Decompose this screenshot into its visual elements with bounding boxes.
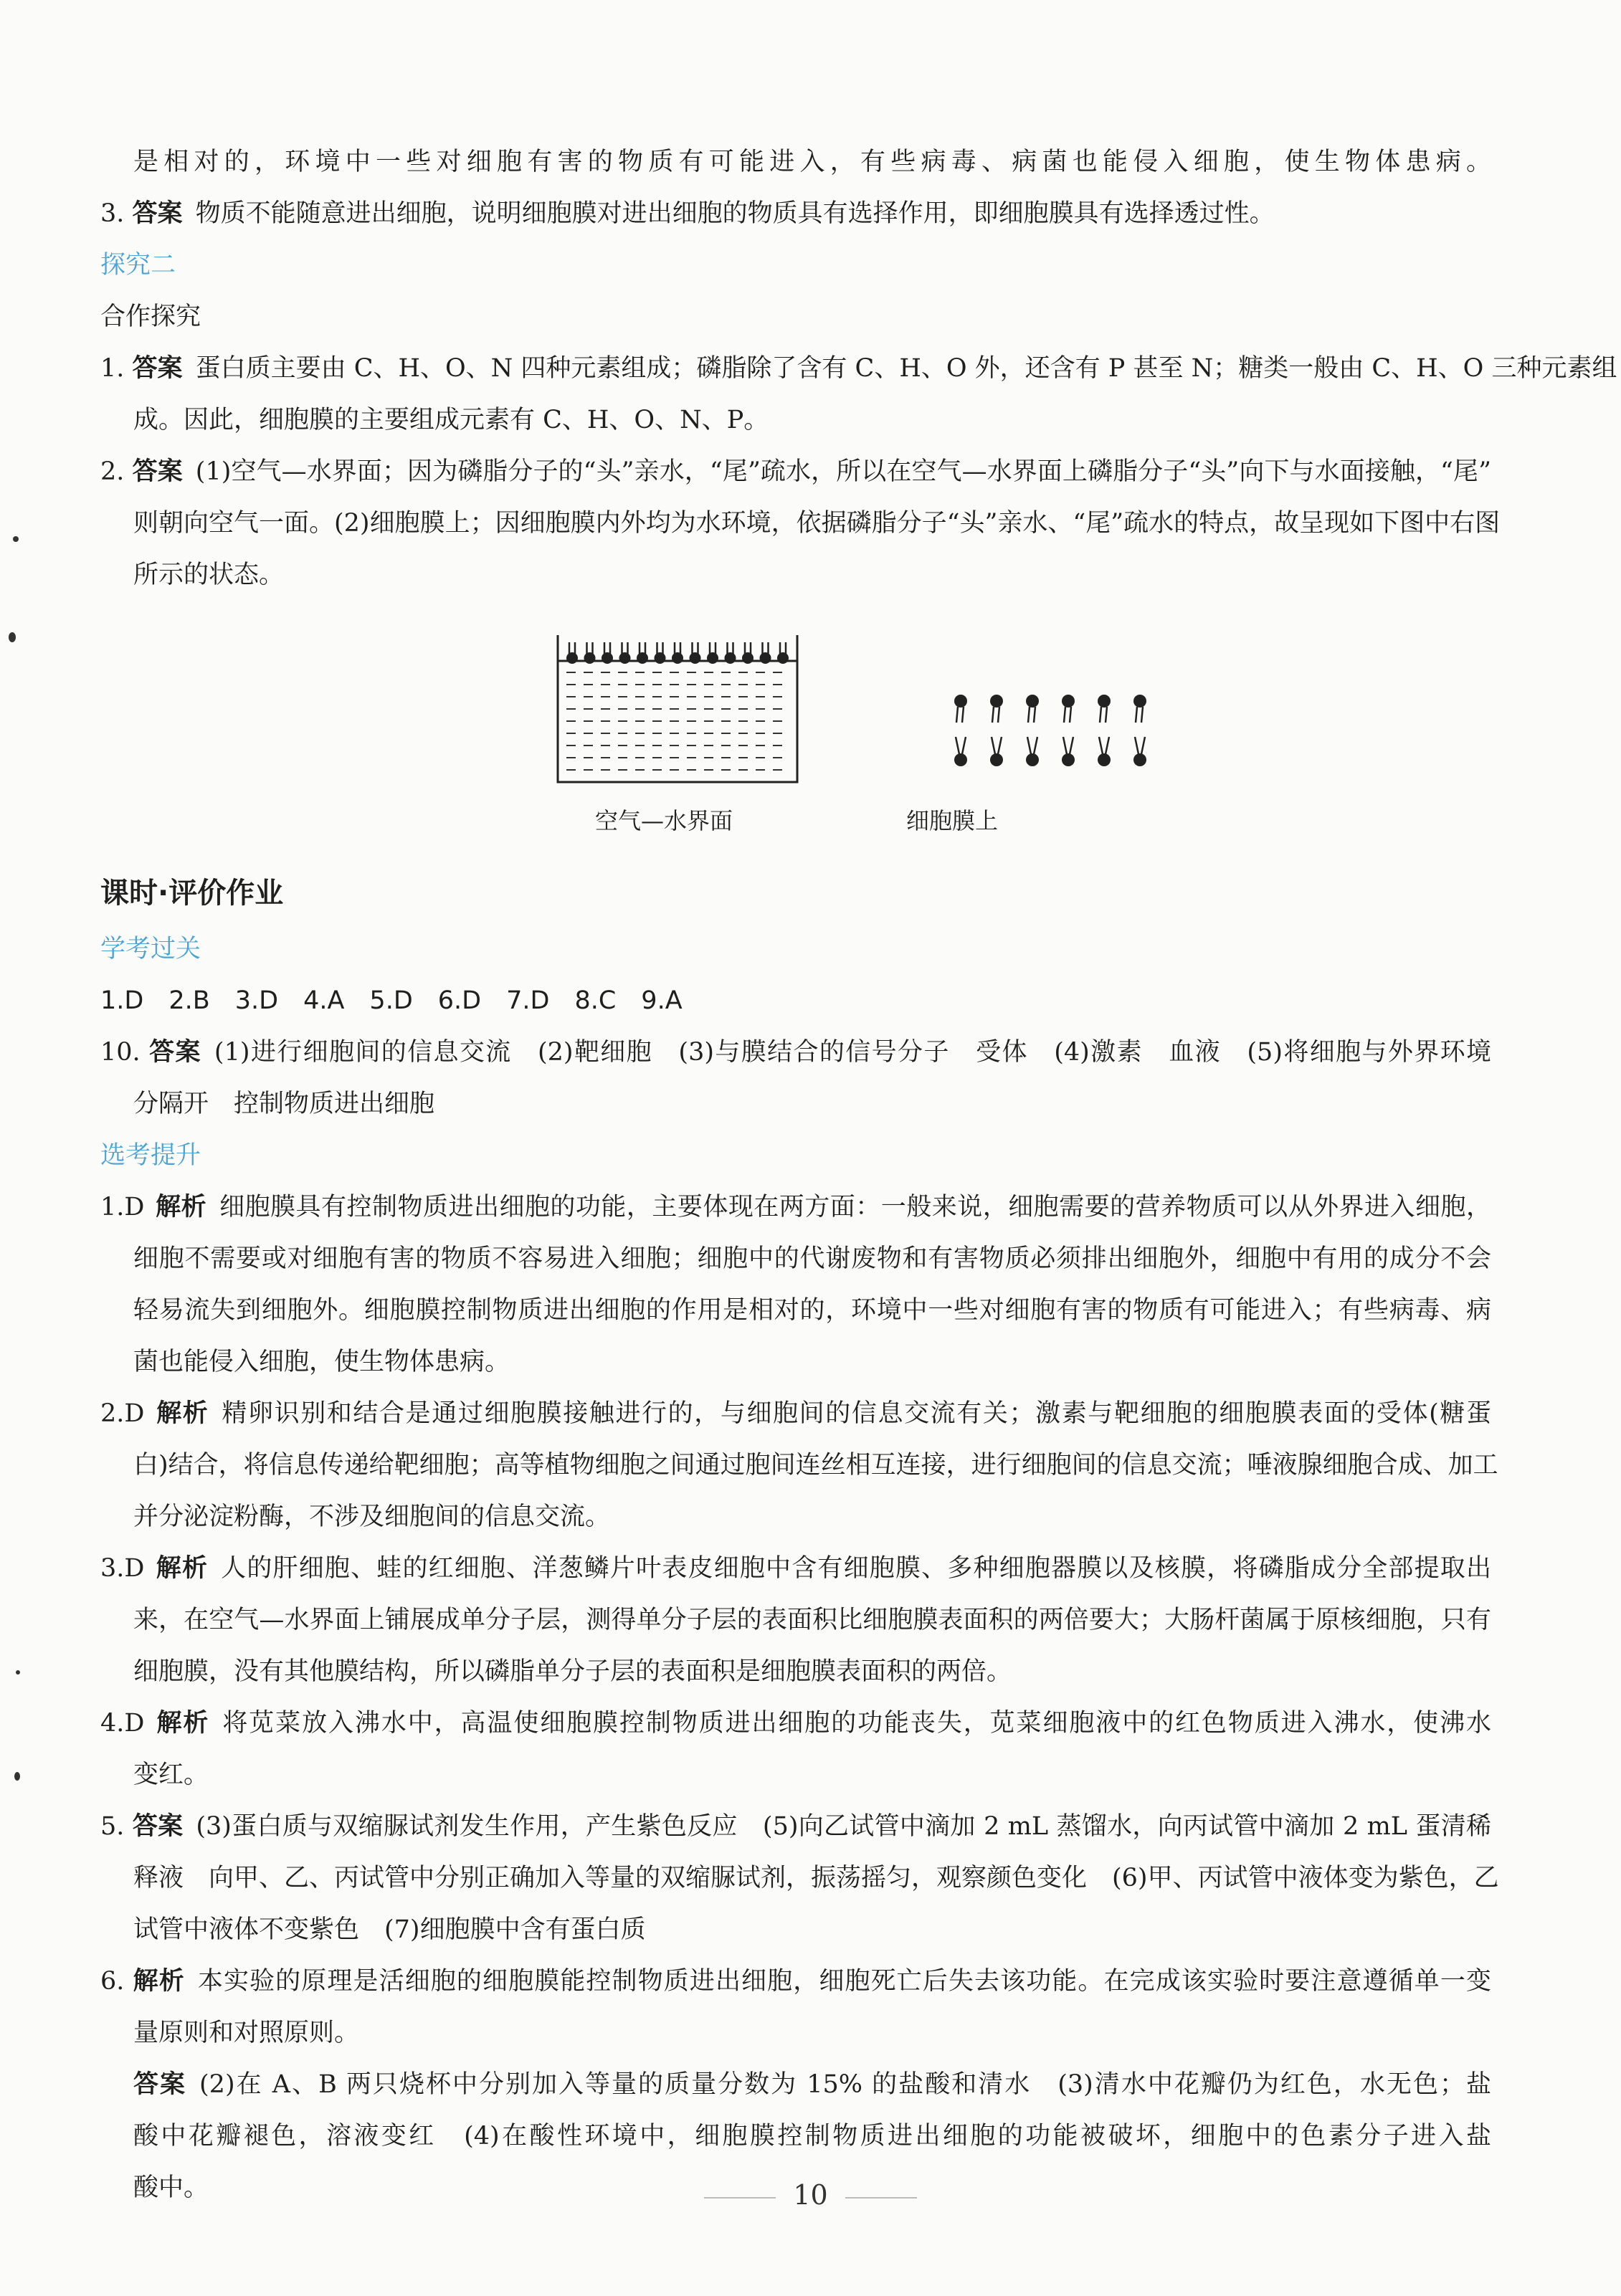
explanation-label: 解析 (156, 1709, 210, 1738)
text-line: 来，在空气—水界面上铺展成单分子层，测得单分子层的表面积比细胞膜表面积的两倍要大；大肠杆菌属于原核细胞，只有 (133, 1606, 1491, 1634)
question-number: 4.D (100, 1709, 145, 1738)
hydrophilic-head (1098, 753, 1111, 766)
hydrophilic-head (1062, 695, 1075, 708)
text-line: 变红。 (133, 1761, 209, 1789)
answer-list: 1.D 2.B 3.D 4.A 5.D 6.D 7.D 8.C 9.A (100, 986, 683, 1015)
question-number: 1.D (100, 1193, 145, 1221)
hydrophilic-head (990, 753, 1003, 766)
hydrophilic-head (602, 652, 613, 664)
tail (962, 707, 964, 723)
phospholipid-figure (100, 614, 1491, 850)
hydrophilic-head (707, 652, 718, 664)
scan-mark (16, 1670, 20, 1675)
footer-rule-left (704, 2197, 776, 2199)
question-number: 10. (100, 1038, 141, 1067)
phospholipid-molecule (742, 642, 754, 664)
footer-rule-right (845, 2197, 917, 2199)
answer-6 (100, 2059, 1491, 2110)
tail (1141, 707, 1143, 723)
phospholipid-molecule-outer (1062, 695, 1075, 723)
tail (1063, 737, 1067, 754)
tail (1028, 707, 1030, 723)
tail (1106, 707, 1107, 723)
text-line: 释液 向甲、乙、丙试管中分别正确加入等量的双缩脲试剂，振荡摇匀，观察颜色变化 (6)甲、丙试管中液体变为紫色，乙 (133, 1864, 1499, 1892)
answer-1 (100, 343, 1617, 394)
explanation-label: 解析 (133, 1967, 185, 1996)
answer-2 (100, 446, 1491, 497)
tail (992, 707, 994, 723)
tail (1034, 737, 1037, 754)
question-number: 2.D (100, 1399, 145, 1428)
phospholipid-molecule (777, 642, 789, 664)
answer-label: 答案 (132, 354, 183, 383)
tail (1135, 737, 1138, 754)
explanation-text: 精卵识别和结合是通过细胞膜接触进行的，与细胞间的信息交流有关；激素与靶细胞的细胞膜表面的受体(糖蛋 (222, 1399, 1491, 1428)
explanation-2 (100, 1388, 1491, 1439)
explanation-label: 解析 (156, 1193, 207, 1221)
phospholipid-molecule (690, 642, 701, 664)
hydrophilic-head (584, 652, 596, 664)
phospholipid-molecule (637, 642, 648, 664)
explanation-text: 将苋菜放入沸水中，高温使细胞膜控制物质进出细胞的功能丧失，苋菜细胞液中的红色物质进入沸水，使沸水 (222, 1709, 1491, 1738)
hydrophilic-head (742, 652, 754, 664)
hydrophilic-head (655, 652, 666, 664)
explanation-text: 细胞膜具有控制物质进出细胞的功能，主要体现在两方面：一般来说，细胞需要的营养物质可以从外界进入细胞， (219, 1193, 1491, 1221)
phospholipid-diagram (100, 614, 1491, 807)
hydrophilic-head (672, 652, 683, 664)
hydrophilic-head (566, 652, 578, 664)
text-line: 菌也能侵入细胞，使生物体患病。 (133, 1348, 510, 1376)
hydrophilic-head (725, 652, 736, 664)
caption-air-water: 空气—水界面 (595, 807, 733, 834)
explanation-label: 解析 (156, 1554, 209, 1583)
text-line: 白)结合，将信息传递给靶细胞；高等植物细胞之间通过胞间连丝相互连接，进行细胞间的信息交流；唾液腺细胞合成、加工 (133, 1451, 1498, 1480)
page-content (100, 136, 1617, 2214)
question-number: 6. (100, 1967, 125, 1996)
hydrophilic-head (954, 753, 967, 766)
answer-text: (3)蛋白质与双缩脲试剂发生作用，产生紫色反应 (5)向乙试管中滴加 2 mL 蒸馏水，向丙试管中滴加 2 mL 蛋清稀 (196, 1812, 1491, 1841)
tail (1106, 737, 1109, 754)
hydrophilic-head (690, 652, 701, 664)
tail (1099, 737, 1103, 754)
hydrophilic-head (637, 652, 648, 664)
hydrophilic-head (1098, 695, 1111, 708)
phospholipid-molecule (672, 642, 683, 664)
sub-heading: 合作探究 (100, 303, 201, 331)
tail (1034, 707, 1035, 723)
answer-text: 蛋白质主要由 C、H、O、N 四种元素组成；磷脂除了含有 C、H、O 外，还含有 P 甚至 N；糖类一般由 C、H、O 三种元素组 (195, 354, 1617, 383)
explanation-3 (100, 1543, 1491, 1594)
explanation-text: 人的肝细胞、蛙的红细胞、洋葱鳞片叶表皮细胞中含有细胞膜、多种细胞器膜以及核膜，将磷脂成分全部提取出 (221, 1554, 1491, 1583)
tail (1136, 707, 1137, 723)
section-heading: 学考过关 (100, 935, 201, 963)
explanation-6 (100, 1956, 1491, 2007)
phospholipid-molecule (566, 642, 578, 664)
phospholipid-molecule-inner (954, 737, 967, 766)
page-footer (0, 2179, 1621, 2211)
question-number: 3. (100, 199, 125, 228)
tail (992, 737, 995, 754)
hydrophilic-head (1026, 753, 1039, 766)
hydrophilic-head (777, 652, 789, 664)
scan-mark (13, 536, 19, 542)
text-line: 则朝向空气一面。(2)细胞膜上；因细胞膜内外均为水环境，依据磷脂分子“头”亲水、“尾”疏水的特点，故呈现如下图中右图 (133, 509, 1501, 538)
phospholipid-molecule (655, 642, 666, 664)
phospholipid-molecule-inner (990, 737, 1003, 766)
answer-text: 物质不能随意进出细胞，说明细胞膜对进出细胞的物质具有选择作用，即细胞膜具有选择透过性。 (195, 199, 1275, 228)
answer-text: (1)进行细胞间的信息交流 (2)靶细胞 (3)与膜结合的信号分子 受体 (4)激素 血液 (5)将细胞与外界环境 (214, 1038, 1491, 1067)
answer-label: 答案 (149, 1038, 201, 1067)
hydrophilic-head (990, 695, 1003, 708)
text-line: 细胞膜，没有其他膜结构，所以磷脂单分子层的表面积是细胞膜表面积的两倍。 (133, 1657, 1012, 1686)
phospholipid-molecule-outer (1026, 695, 1039, 723)
phospholipid-molecule-inner (1133, 737, 1146, 766)
phospholipid-molecule (584, 642, 596, 664)
explanation-1 (100, 1181, 1491, 1233)
scan-mark (14, 1772, 20, 1781)
text-line: 是相对的，环境中一些对细胞有害的物质有可能进入，有些病毒、病菌也能侵入细胞，使生物体患病。 (133, 148, 1491, 176)
membrane-bilayer (954, 695, 1146, 766)
water-lines (558, 661, 797, 770)
answer-label: 答案 (132, 457, 183, 486)
text-line: 量原则和对照原则。 (133, 2019, 360, 2047)
phospholipid-molecule (707, 642, 718, 664)
homework-title: 课时·评价作业 (100, 877, 284, 910)
question-number: 5. (100, 1812, 125, 1841)
question-number: 2. (100, 457, 125, 486)
question-number: 3.D (100, 1554, 145, 1583)
answer-label: 答案 (132, 199, 183, 228)
phospholipid-molecule-outer (1133, 695, 1146, 723)
text-line: 并分泌淀粉酶，不涉及细胞间的信息交流。 (133, 1502, 611, 1531)
answer-label: 答案 (133, 2070, 187, 2099)
hydrophilic-head (954, 695, 967, 708)
answer-label: 答案 (132, 1812, 184, 1841)
phospholipid-molecule-inner (1098, 737, 1111, 766)
hydrophilic-head (760, 652, 771, 664)
text-line: 所示的状态。 (133, 561, 285, 589)
hydrophilic-head (1026, 695, 1039, 708)
caption-membrane: 细胞膜上 (906, 807, 999, 834)
answer-10 (100, 1026, 1491, 1078)
text-line: 成。因此，细胞膜的主要组成元素有 C、H、O、N、P。 (133, 406, 769, 434)
tail (1070, 707, 1071, 723)
answer-text: (2)在 A、B 两只烧杯中分别加入等量的质量分数为 15% 的盐酸和清水 (3)清水中花瓣仍为红色，水无色；盐 (199, 2070, 1491, 2099)
tail (1100, 707, 1101, 723)
tail (998, 707, 999, 723)
answer-3 (100, 188, 1491, 239)
section-heading: 探究二 (100, 251, 176, 280)
tail (956, 707, 958, 723)
explanation-label: 解析 (156, 1399, 209, 1428)
hydrophilic-head (619, 652, 631, 664)
page-number: 10 (793, 2179, 828, 2211)
phospholipid-molecule (602, 642, 613, 664)
explanation-text: 本实验的原理是活细胞的细胞膜能控制物质进出细胞，细胞死亡后失去该功能。在完成该实验时要注意遵循单一变 (197, 1967, 1491, 1996)
phospholipid-molecule (760, 642, 771, 664)
text-line: 细胞不需要或对细胞有害的物质不容易进入细胞；细胞中的代谢废物和有害物质必须排出细胞外，细胞中有用的成分不会 (133, 1244, 1491, 1273)
answer-5 (100, 1801, 1491, 1852)
explanation-4 (100, 1697, 1491, 1749)
question-number: 1. (100, 354, 125, 383)
hydrophilic-head (1133, 695, 1146, 708)
hydrophilic-head (1062, 753, 1075, 766)
phospholipid-molecule (725, 642, 736, 664)
phospholipid-molecule-outer (954, 695, 967, 723)
phospholipid-molecule-outer (1098, 695, 1111, 723)
phospholipid-molecule-inner (1026, 737, 1039, 766)
hydrophilic-head (1133, 753, 1146, 766)
tail (998, 737, 1002, 754)
section-heading: 选考提升 (100, 1141, 201, 1170)
text-line: 轻易流失到细胞外。细胞膜控制物质进出细胞的作用是相对的，环境中一些对细胞有害的物质有可能进入；有些病毒、病 (133, 1296, 1491, 1325)
tail (1070, 737, 1073, 754)
tail (962, 737, 966, 754)
phospholipid-molecule-outer (990, 695, 1003, 723)
tail (956, 737, 959, 754)
text-line: 试管中液体不变紫色 (7)细胞膜中含有蛋白质 (133, 1915, 646, 1944)
tail (1027, 737, 1031, 754)
tail (1064, 707, 1065, 723)
text-line: 酸中。 (133, 2173, 209, 2202)
scan-mark (9, 632, 16, 642)
tail (1141, 737, 1145, 754)
text-line: 分隔开 控制物质进出细胞 (133, 1090, 435, 1118)
phospholipid-molecule-inner (1062, 737, 1075, 766)
answer-text: (1)空气—水界面；因为磷脂分子的“头”亲水，“尾”疏水，所以在空气—水界面上磷脂分子“头”向下与水面接触，“尾” (195, 457, 1491, 486)
text-line: 酸中花瓣褪色，溶液变红 (4)在酸性环境中，细胞膜控制物质进出细胞的功能被破坏，细胞中的色素分子进入盐 (133, 2122, 1491, 2150)
phospholipid-molecule (619, 642, 631, 664)
